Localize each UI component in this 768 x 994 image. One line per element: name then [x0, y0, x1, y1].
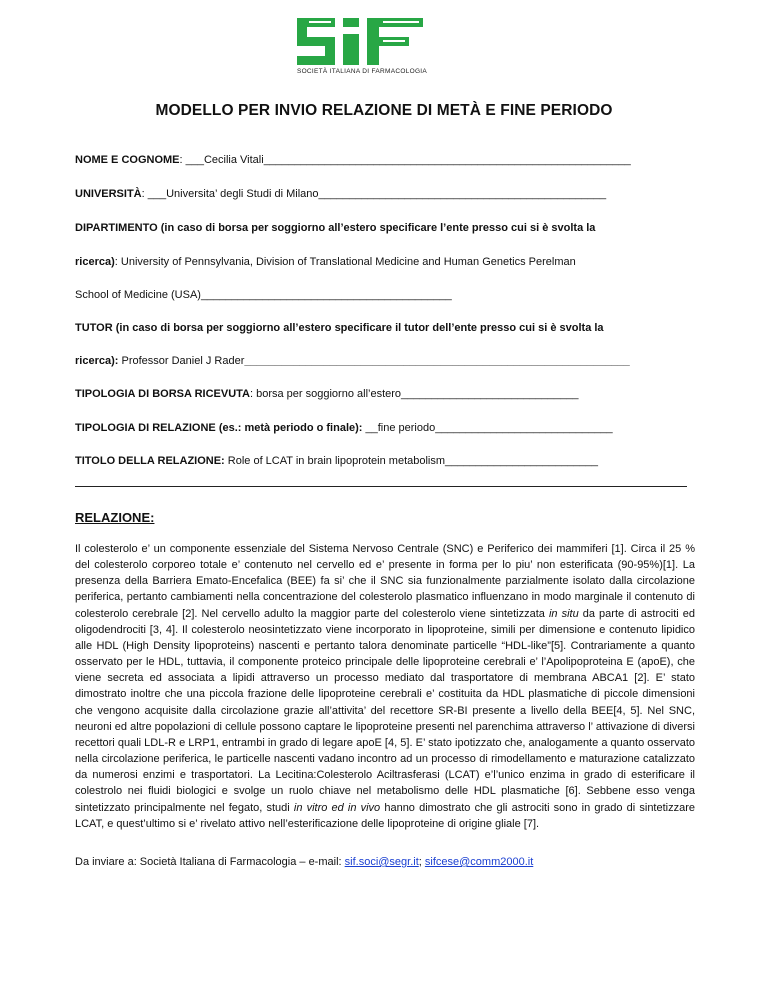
field-tutor-label	[75, 322, 604, 334]
relazione-body	[75, 541, 695, 832]
tipologia-rel-label: TIPOLOGIA DI RELAZIONE (es.: metà periodo o finale):	[75, 422, 363, 434]
titolo-value: Role of LCAT in brain lipoprotein metabolism_________________________	[224, 455, 598, 467]
sif-logo-mark	[297, 18, 427, 66]
body-part-3: hanno dimostrato che gli astrociti sono in grado di sintetizzare LCAT, e quest’ultimo si e’ rivelato attivo nell’esterificazione delle lipoproteine di origine gliale [7].	[75, 801, 696, 830]
tipologia-borsa-label: TIPOLOGIA DI BORSA RICEVUTA	[75, 388, 250, 400]
body-italic-1: in situ	[548, 607, 579, 620]
document-title: MODELLO PER INVIO RELAZIONE DI METÀ E FINE PERIODO	[155, 102, 613, 119]
dipartimento-value-2: School of Medicine (USA)_________________________________________	[75, 289, 452, 301]
sif-logo	[282, 18, 442, 75]
tutor-underline: _______________________________________________________________	[244, 355, 630, 367]
field-titolo	[75, 455, 598, 467]
footer-text: Da inviare a: Società Italiana di Farmacologia – e-mail:	[75, 856, 345, 868]
dipartimento-value: : University of Pennsylvania, Division of Translational Medicine and Human Genetics Perelman	[114, 256, 576, 268]
universita-label: UNIVERSITÀ	[75, 188, 142, 200]
relazione-heading: RELAZIONE:	[75, 510, 155, 525]
email-link-sifcese[interactable]: sifcese@comm2000.it	[424, 856, 534, 868]
field-tipologia-borsa	[75, 388, 578, 400]
logo-caption: SOCIETÀ ITALIANA DI FARMACOLOGIA	[296, 68, 428, 75]
body-part-2: da parte di astrociti ed oligodendrociti [3, 4]. Il colesterolo neosintetizzato viene incorporato in lipoproteine, simili per dimensione e contenuto lipidico alle HDL (High Density lipoproteins) nascenti e pertanto talora denominate particelle “HDL-like”[5]. Contrariamente a quanto osservato per le HDL, tuttavia, il componente proteico principale delle lipoproteine cerebrali e’ l’Apolipoproteina E (apoE), che viene secreta ed associata a lipidi attraverso un processo mediato dal trasportatore di membrana ABCA1 [2]. E’ stato dimostrato inoltre che una piccola frazione delle lipoproteine cerebrali e’ costituita da HDL plasmatiche di piccole dimensioni che vengono acquisite dalla circolazione grazie all’attivita’ del recettore SR-BI presente a livello della BEE[4, 5]. Nel SNC, neuroni ed altre popolazioni di cellule possono captare le lipoproteine presenti nel parenchima attraverso l’ attivazione di diversi recettori quali LDL-R e LRP1, entrambi in grado di legare apoE [4, 5]. E’ stato ipotizzato che, analogamente a quanto osservato nella circolazione periferica, le particelle nascenti vadano incontro ad un processo di rimodellamento e maturazione catalizzato da numerosi enzimi e trasportatori. La Lecitina:Colesterolo Aciltrasferasi (LCAT) e’l’unico enzima in grado di esterificare il colestrolo nei fluidi biologici e svolge un ruolo chiave nel metabolismo delle HDL plasmatiche [6]. Sebbene esso venga sintetizzato principalmente nel fegato, studi	[75, 607, 695, 814]
field-universita	[75, 188, 606, 200]
email-link-soci[interactable]: sif.soci@segr.it	[344, 856, 419, 868]
tutor-label: TUTOR (in caso di borsa per soggiorno all’estero specificare il tutor dell’ente presso cui si è svolta la	[75, 322, 604, 334]
titolo-label: TITOLO DELLA RELAZIONE:	[75, 455, 225, 467]
tipologia-rel-value: __fine periodo_____________________________	[362, 422, 613, 434]
universita-value: : ___Universita’ degli Studi di Milano_______________________________________________	[141, 188, 607, 200]
dipartimento-label: DIPARTIMENTO (in caso di borsa per soggiorno all’estero specificare l’ente presso cui si è svolta la	[75, 222, 596, 234]
field-tutor-value	[75, 355, 630, 367]
footer-sep: ;	[418, 856, 425, 868]
tutor-value: Professor Daniel J Rader	[118, 355, 245, 367]
footer	[75, 856, 533, 868]
field-dipartimento-value	[75, 256, 576, 268]
field-nome	[75, 154, 631, 166]
field-dipartimento-value-2	[75, 289, 452, 301]
nome-label: NOME E COGNOME	[75, 154, 180, 166]
field-dipartimento-label	[75, 222, 595, 234]
body-italic-2: in vitro ed in vivo	[293, 801, 381, 814]
separator-line	[75, 486, 687, 487]
body-part-1: Il colesterolo e’ un componente essenziale del Sistema Nervoso Centrale (SNC) e Periferico dei mammiferi [1]. Circa il 25 % del colesterolo corporeo totale e’ contenuto nel cervello ed e’ presente in forma per lo piu’ non esterificata (90-95%)[1]. La presenza della Barriera Emato-Encefalica (BEE) fa si’ che il SNC sia funzionalmente parzialmente isolato dalla circolazione periferica, pertanto cambiamenti nella concentrazione del colesterolo plasmatico influenzano in modo marginale il contenuto di colesterolo cerebrale [2]. Nel cervello adulto la maggior parte del colesterolo viene sintetizzata	[75, 543, 695, 620]
dipartimento-label-2: ricerca)	[75, 256, 115, 268]
tipologia-borsa-value: : borsa per soggiorno all’estero_____________________________	[250, 388, 579, 400]
field-tipologia-relazione	[75, 422, 613, 434]
nome-value: : ___Cecilia Vitali____________________________________________________________	[179, 154, 631, 166]
tutor-label-2: ricerca):	[75, 355, 119, 367]
